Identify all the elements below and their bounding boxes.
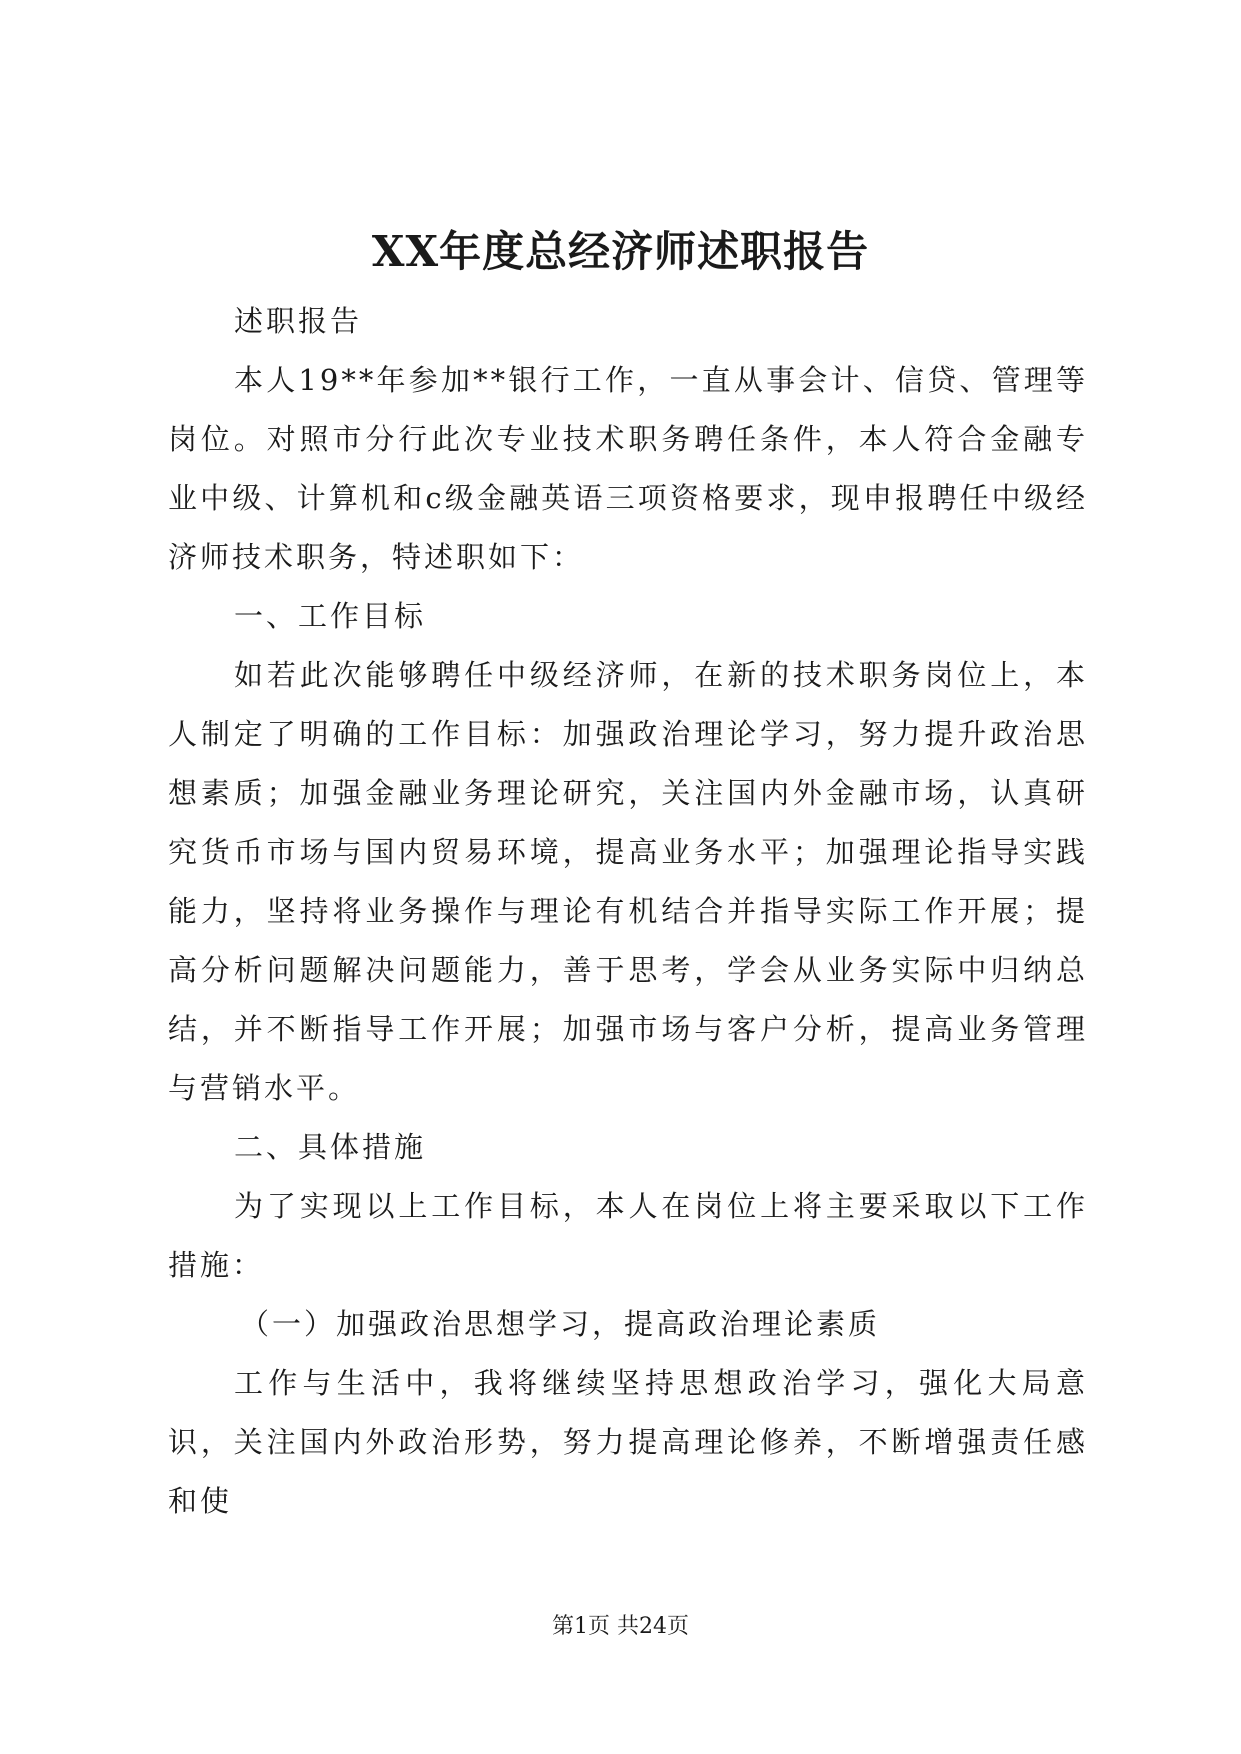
document-title: XX年度总经济师述职报告 [371, 227, 870, 276]
paragraph-heading: 述职报告 [234, 304, 363, 338]
section-heading-measures: 二、具体措施 [234, 1130, 427, 1164]
paragraph-measures: 为了实现以上工作目标，本人在岗位上将主要采取以下工作措施： [168, 1189, 1088, 1282]
document-body [168, 292, 1088, 1531]
page-footer: 第1页 共24页 [552, 1614, 689, 1639]
paragraph-intro: 本人19**年参加**银行工作，一直从事会计、信贷、管理等岗位。对照市分行此次专业技术职务聘任条件，本人符合金融专业中级、计算机和c级金融英语三项资格要求，现申报聘任中级经济师技术职务，特述职如下： [168, 363, 1088, 574]
subsection-heading-political: （一）加强政治思想学习，提高政治理论素质 [240, 1307, 881, 1341]
paragraph-political: 工作与生活中，我将继续坚持思想政治学习，强化大局意识，关注国内外政治形势，努力提高理论修养，不断增强责任感和使 [168, 1366, 1088, 1518]
paragraph-goals: 如若此次能够聘任中级经济师，在新的技术职务岗位上，本人制定了明确的工作目标：加强政治理论学习，努力提升政治思想素质；加强金融业务理论研究，关注国内外金融市场，认真研究货币市场与国内贸易环境，提高业务水平；加强理论指导实践能力，坚持将业务操作与理论有机结合并指导实际工作开展；提高分析问题解决问题能力，善于思考，学会从业务实际中归纳总结，并不断指导工作开展；加强市场与客户分析，提高业务管理与营销水平。 [168, 658, 1088, 1105]
section-heading-goals: 一、工作目标 [234, 599, 427, 633]
